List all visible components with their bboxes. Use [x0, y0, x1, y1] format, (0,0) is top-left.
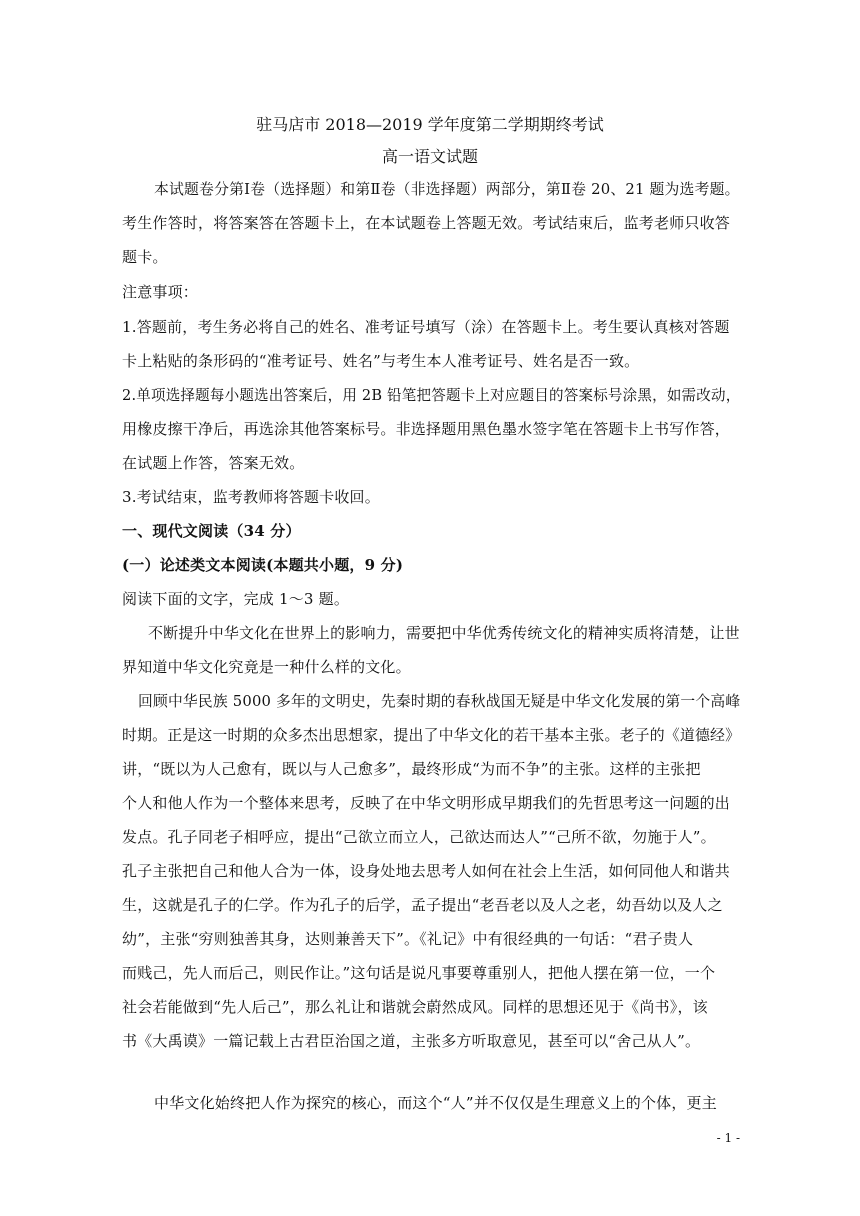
passage-line: 社会若能做到“先人后己”，那么礼让和谐就会蔚然成风。同样的思想还见于《尚书》，该 [122, 998, 708, 1016]
exam-title: 驻马店市 2018—2019 学年度第二学期期终考试 [256, 115, 604, 134]
passage-line: 中华文化始终把人作为探究的核心，而这个“人”并不仅仅是生理意义上的个体，更主 [154, 1094, 717, 1112]
intro-line: 题卡。 [122, 248, 168, 266]
notice-heading: 注意事项： [122, 283, 199, 301]
notice-line: 卡上粘贴的条形码的“准考证号、姓名”与考生本人准考证号、姓名是否一致。 [122, 352, 640, 370]
page-number: - 1 - [716, 1131, 740, 1145]
passage-line: 个人和他人作为一个整体来思考，反映了在中华文明形成早期我们的先哲思考这一问题的出 [122, 794, 731, 812]
notice-line: 3.考试结束，监考教师将答题卡收回。 [122, 488, 380, 506]
exam-subtitle: 高一语文试题 [381, 147, 478, 166]
intro-line: 本试题卷分第Ⅰ卷（选择题）和第Ⅱ卷（非选择题）两部分，第Ⅱ卷 20、21 题为选考题。 [154, 180, 740, 198]
notice-line: 在试题上作答，答案无效。 [122, 454, 305, 472]
section-heading: 一、现代文阅读（34 分） [122, 522, 301, 540]
intro-line: 考生作答时，将答案答在答题卡上，在本试题卷上答题无效。考试结束后，监考老师只收答 [122, 214, 731, 232]
reading-instruction: 阅读下面的文字，完成 1～3 题。 [122, 590, 350, 608]
passage-line: 书《大禹谟》一篇记载上古君臣治国之道，主张多方听取意见，甚至可以“舍己从人”。 [122, 1032, 701, 1050]
passage-line: 生，这就是孔子的仁学。作为孔子的后学，孟子提出“老吾老以及人之老，幼吾幼以及人之 [122, 896, 723, 914]
subsection-heading: (一）论述类文本阅读(本题共小题，9 分) [122, 556, 404, 574]
passage-line: 不断提升中华文化在世界上的影响力，需要把中华优秀传统文化的精神实质将清楚，让世 [148, 624, 740, 642]
notice-line: 1.答题前，考生务必将自己的姓名、准考证号填写（涂）在答题卡上。考生要认真核对答题 [122, 318, 730, 336]
passage-line: 回顾中华民族 5000 多年的文明史，先秦时期的春秋战国无疑是中华文化发展的第一个高峰 [138, 692, 741, 710]
passage-line: 幼”，主张“穷则独善其身，达则兼善天下”。《礼记》中有很经典的一句话：“君子贵人 [122, 930, 694, 948]
notice-line: 用橡皮擦干净后，再选涂其他答案标号。非选择题用黑色墨水签字笔在答题卡上书写作答， [122, 420, 731, 438]
notice-line: 2.单项选择题每小题选出答案后，用 2B 铅笔把答题卡上对应题目的答案标号涂黑，如需改动， [122, 386, 741, 404]
passage-line: 孔子主张把自己和他人合为一体，设身处地去思考人如何在社会上生活，如何同他人和谐共 [122, 862, 731, 880]
passage-line: 而贱己，先人而后己，则民作让。”这句话是说凡事要尊重别人，把他人摆在第一位，一个 [122, 964, 716, 982]
passage-line: 讲，“既以为人己愈有，既以与人己愈多”，最终形成“为而不争”的主张。这样的主张把 [122, 760, 701, 778]
passage-line: 时期。正是这一时期的众多杰出思想家，提出了中华文化的若干基本主张。老子的《道德经》 [122, 726, 741, 744]
passage-line: 发点。孔子同老子相呼应，提出“己欲立而立人，己欲达而达人”“己所不欲，勿施于人”。 [122, 828, 716, 846]
passage-line: 界知道中华文化究竟是一种什么样的文化。 [122, 658, 411, 676]
